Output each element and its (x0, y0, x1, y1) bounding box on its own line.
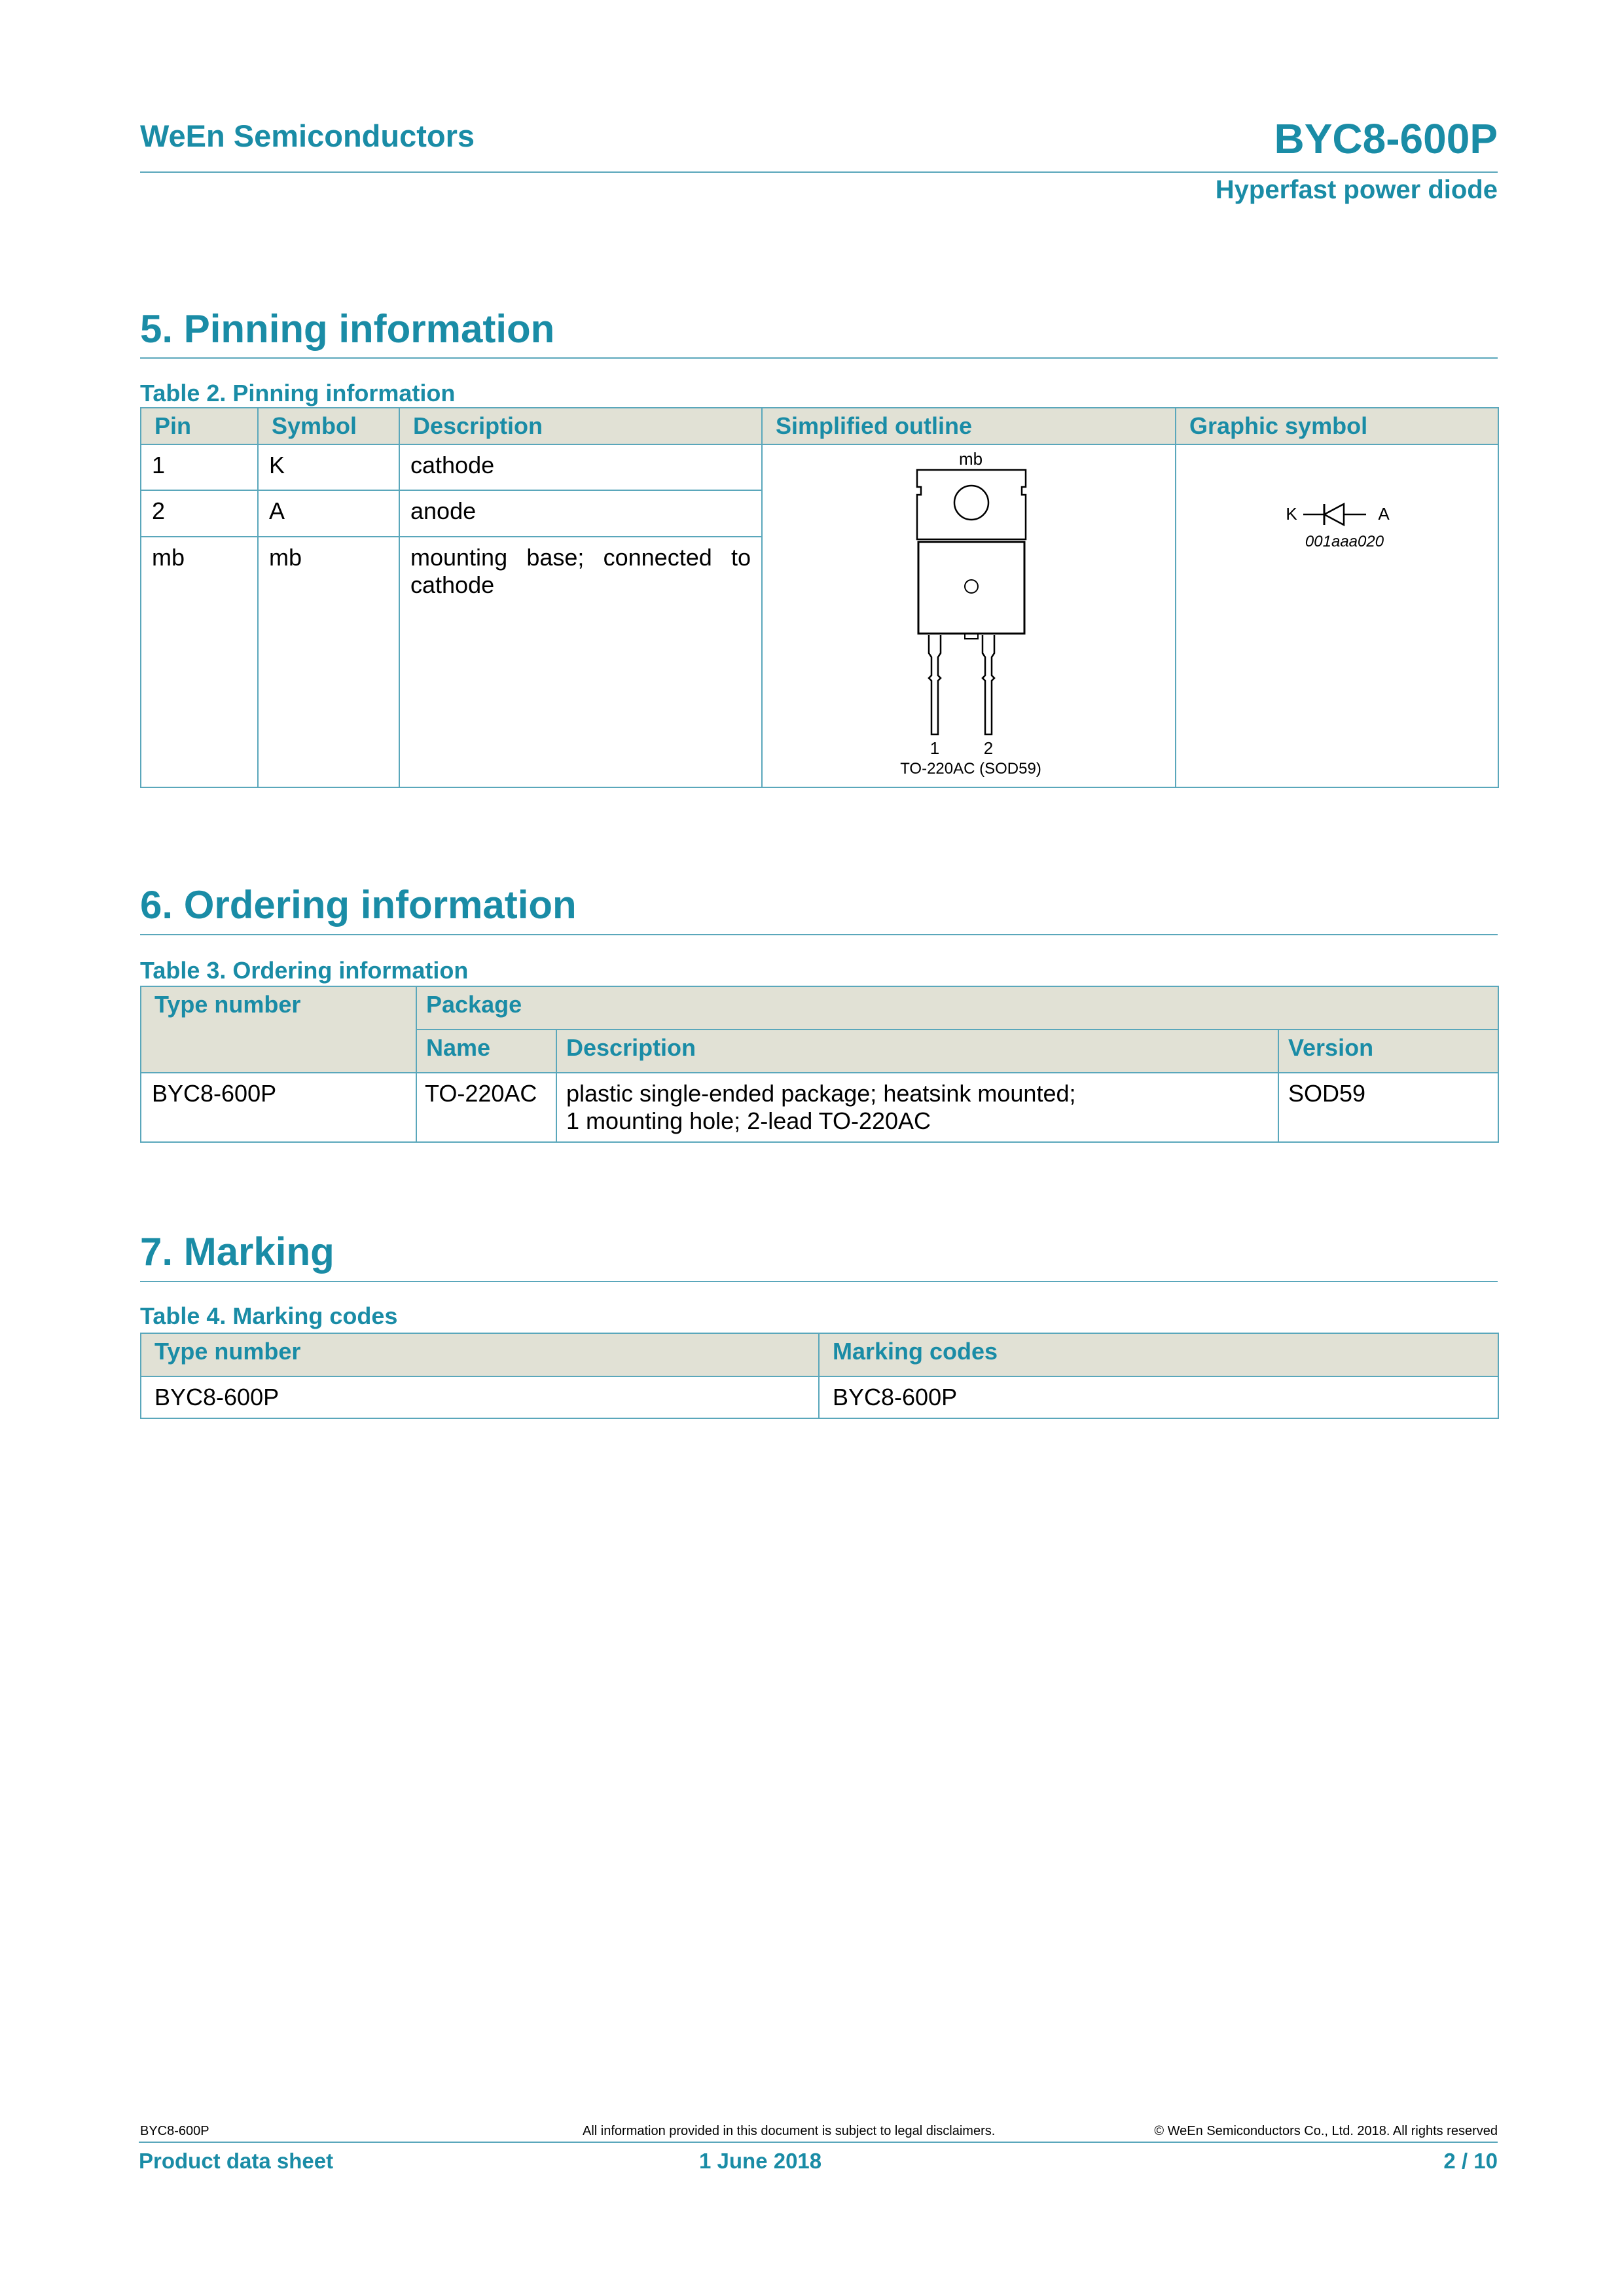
footer-page-number: 2 / 10 (1443, 2149, 1498, 2173)
marking-code-cell: BYC8-600P (819, 1376, 1498, 1418)
product-id: BYC8-600P (1274, 115, 1498, 162)
col-header-name: Name (416, 1030, 556, 1073)
package-version-cell: SOD59 (1278, 1073, 1498, 1142)
section-title-marking: 7. Marking (140, 1230, 334, 1274)
section-rule-ordering (140, 934, 1498, 935)
footer-rule (139, 2142, 1498, 2143)
description-cell: cathode (399, 444, 762, 490)
footer-disclaimer: All information provided in this document is subject to legal disclaimers. (583, 2124, 996, 2138)
type-number-cell: BYC8-600P (141, 1073, 416, 1142)
outline-pin2-label: 2 (983, 738, 994, 758)
table-row (141, 1376, 1498, 1418)
graphic-symbol-cell (1176, 444, 1498, 787)
table-row (141, 1073, 1498, 1142)
section-title-ordering: 6. Ordering information (140, 883, 577, 927)
symbol-cell: mb (258, 537, 399, 787)
package-description-cell (556, 1073, 1278, 1142)
col-header-type-number: Type number (141, 1333, 819, 1376)
col-header-marking-codes: Marking codes (819, 1333, 1498, 1376)
description-cell: anode (399, 490, 762, 536)
package-description-line-2: 1 mounting hole; 2-lead TO-220AC (566, 1107, 931, 1134)
table-header-row (141, 408, 1498, 444)
pinning-table (140, 407, 1499, 788)
to220-outline-drawing (763, 445, 1176, 787)
table-caption-ordering: Table 3. Ordering information (140, 957, 469, 984)
header-rule (140, 171, 1498, 173)
pin-cell: mb (141, 537, 258, 787)
symbol-anode-label: A (1378, 504, 1390, 524)
table-caption-pinning: Table 2. Pinning information (140, 380, 456, 406)
table-header-row (141, 1333, 1498, 1376)
ordering-table (140, 986, 1499, 1143)
col-header-type-number: Type number (141, 986, 416, 1073)
table-caption-marking: Table 4. Marking codes (140, 1302, 398, 1329)
description-cell: mounting base; connected to cathode (399, 537, 762, 787)
col-header-package: Package (416, 986, 1498, 1030)
package-name-cell: TO-220AC (416, 1073, 556, 1142)
section-rule-marking (140, 1281, 1498, 1282)
footer-doc-id: BYC8-600P (140, 2124, 209, 2138)
col-header-description: Description (399, 408, 762, 444)
section-title-pinning: 5. Pinning information (140, 307, 555, 351)
outline-package-label: TO-220AC (SOD59) (900, 760, 1041, 778)
col-header-pkg-description: Description (556, 1030, 1278, 1073)
symbol-cathode-label: K (1286, 504, 1297, 524)
symbol-cell: K (258, 444, 399, 490)
product-description: Hyperfast power diode (1215, 175, 1498, 204)
outline-cell (762, 444, 1176, 787)
type-number-cell: BYC8-600P (141, 1376, 819, 1418)
table-row (141, 444, 1498, 490)
section-rule-pinning (140, 357, 1498, 359)
pin-cell: 2 (141, 490, 258, 536)
col-header-version: Version (1278, 1030, 1498, 1073)
table-header-row (141, 986, 1498, 1030)
marking-table (140, 1333, 1499, 1419)
diode-symbol-drawing (1176, 445, 1499, 787)
col-header-outline: Simplified outline (762, 408, 1176, 444)
company-name: WeEn Semiconductors (140, 118, 475, 153)
outline-pin1-label: 1 (929, 738, 940, 758)
col-header-graphic-symbol: Graphic symbol (1176, 408, 1498, 444)
package-description-line-1: plastic single-ended package; heatsink mounted; (566, 1080, 1076, 1107)
col-header-symbol: Symbol (258, 408, 399, 444)
symbol-cell: A (258, 490, 399, 536)
pin-cell: 1 (141, 444, 258, 490)
footer-doc-type: Product data sheet (139, 2149, 334, 2173)
symbol-code-label: 001aaa020 (1305, 533, 1384, 550)
col-header-pin: Pin (141, 408, 258, 444)
footer-date: 1 June 2018 (699, 2149, 822, 2173)
outline-tab-label: mb (958, 449, 983, 469)
footer-copyright: © WeEn Semiconductors Co., Ltd. 2018. All rights reserved (1154, 2124, 1498, 2138)
